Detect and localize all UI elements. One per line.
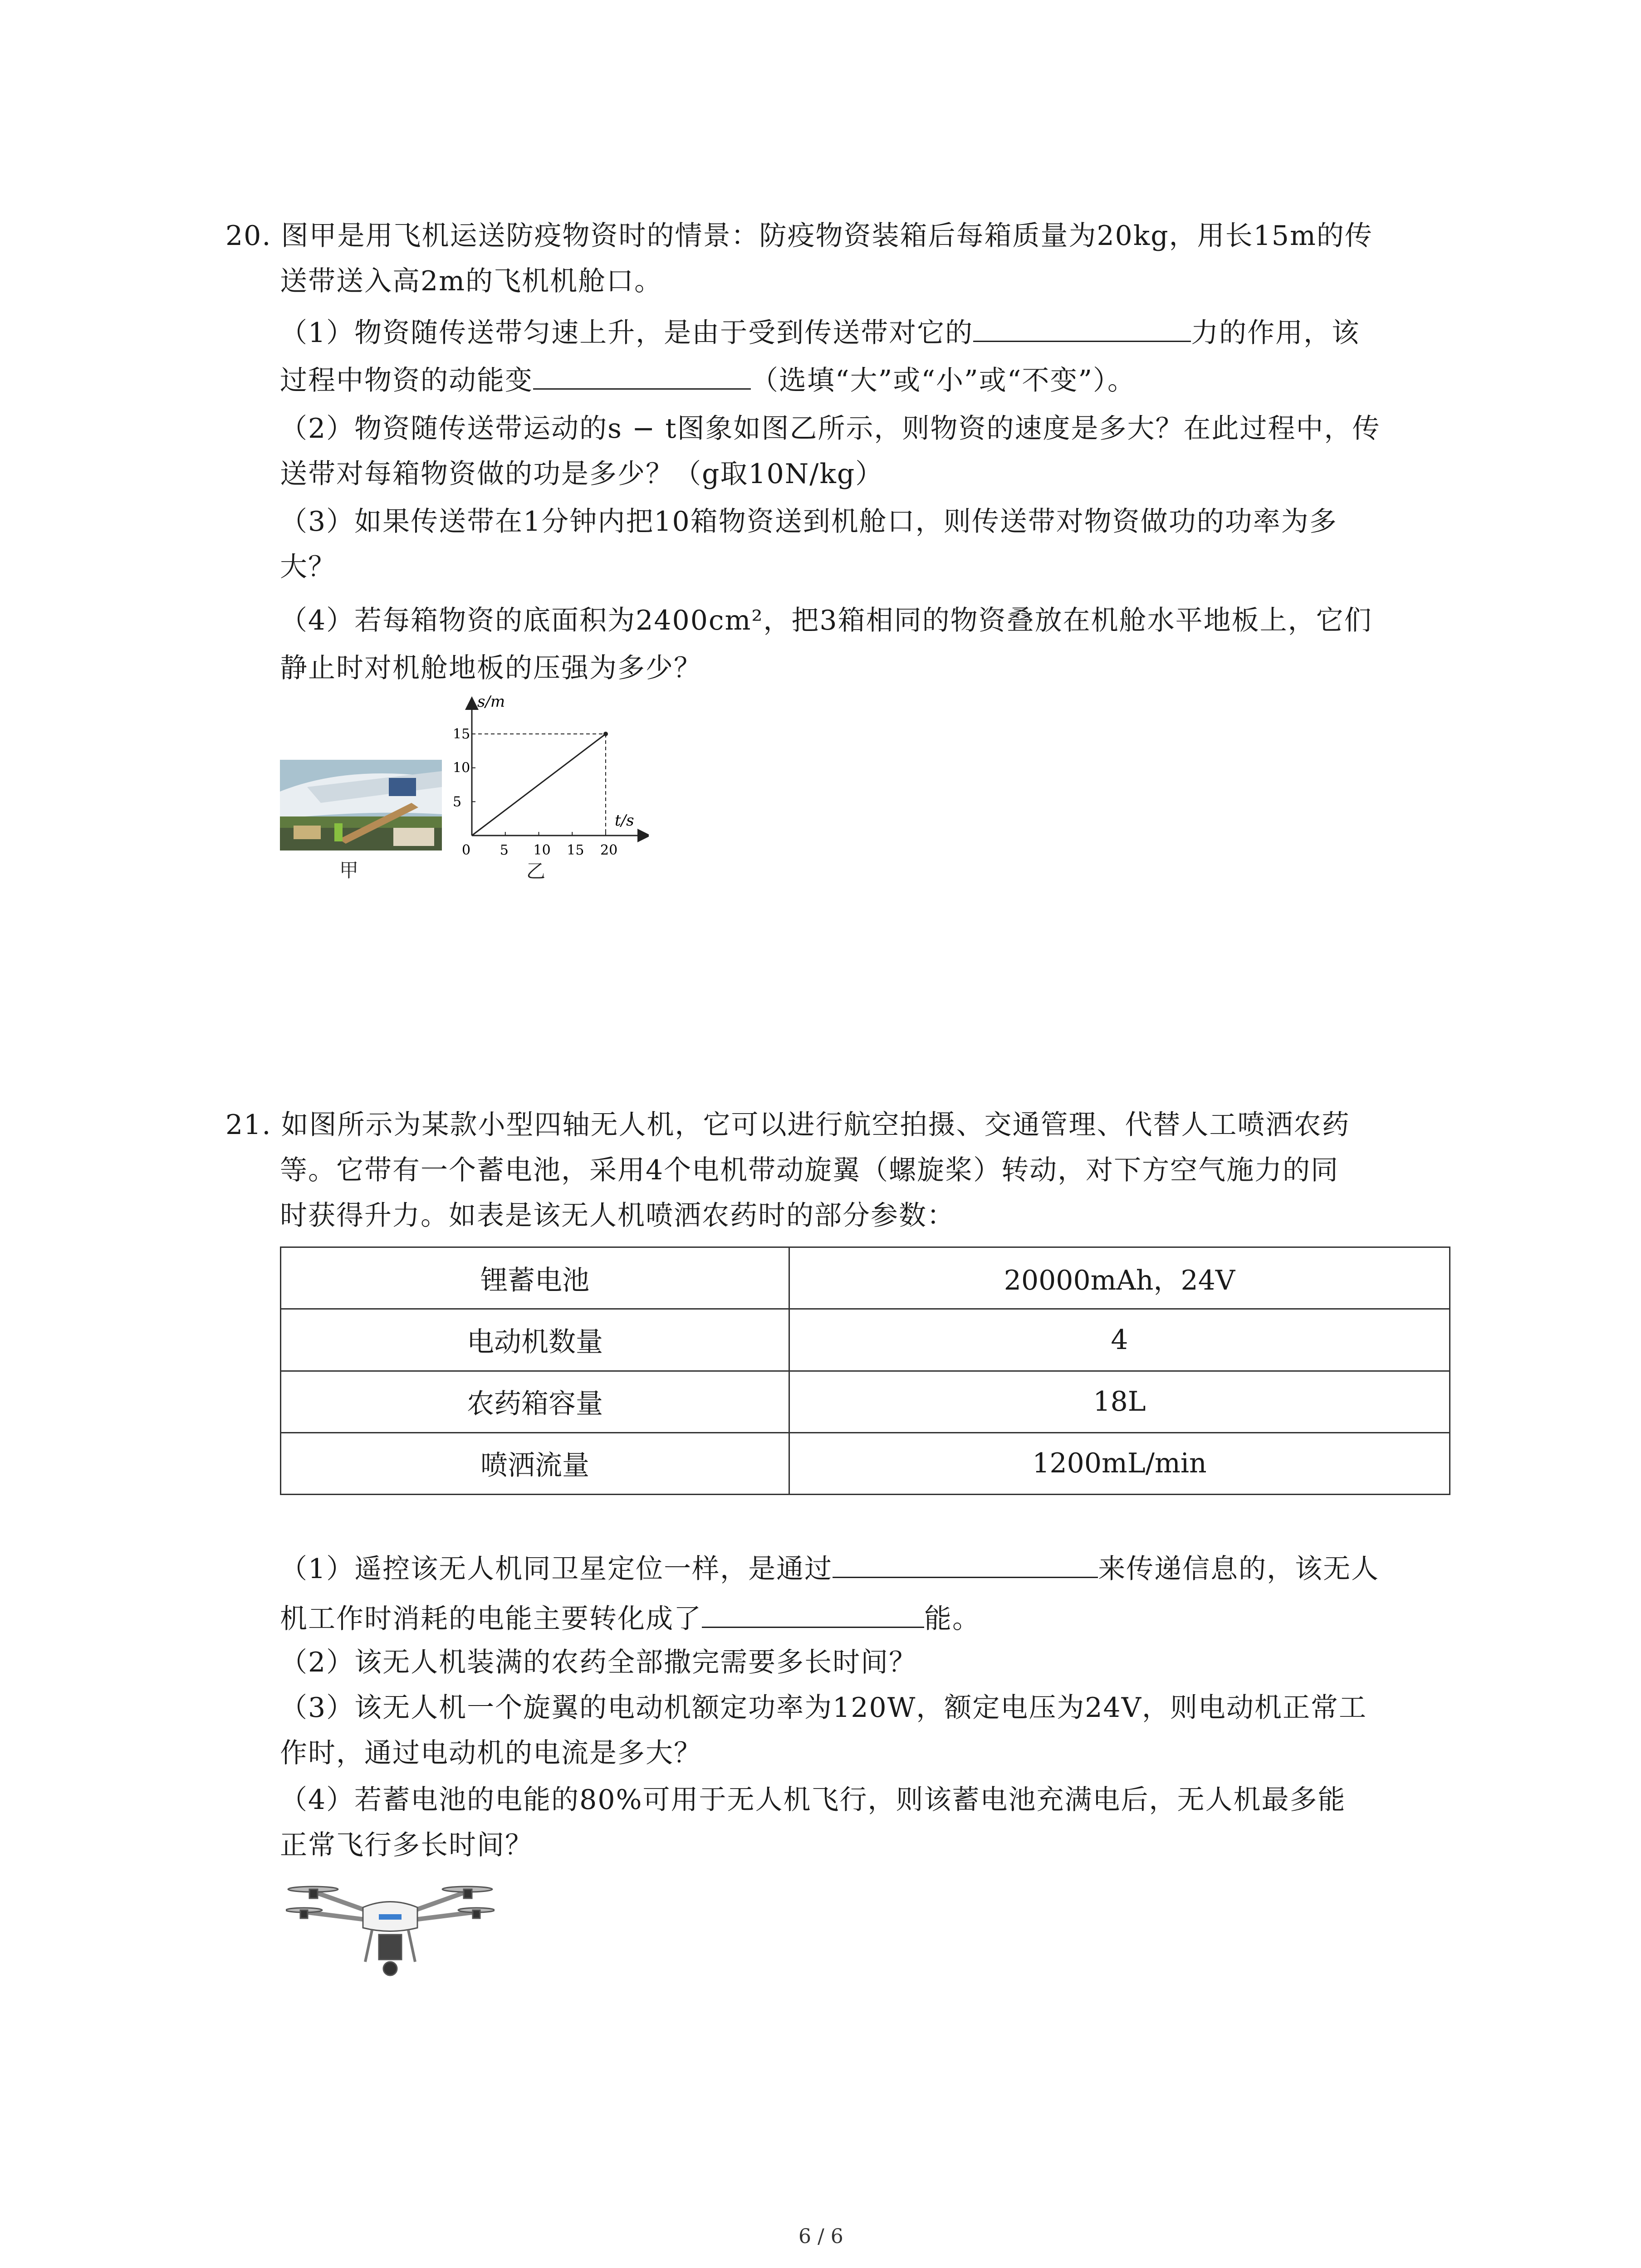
- series-line: [472, 734, 606, 836]
- q20-part1-text-b: 力的作用，该: [1191, 317, 1360, 349]
- fig-jia-label: 甲: [339, 859, 359, 881]
- q20-line-1: 20. 图甲是用飞机运送防疫物资时的情景：防疫物资装箱后每箱质量为20kg，用长15m的传: [225, 220, 1373, 252]
- x-tick-label: 0: [462, 842, 471, 858]
- q20-part1-text-c: 过程中物资的动能变: [280, 365, 533, 396]
- table-cell: 18L: [789, 1371, 1450, 1432]
- drone-icon: [286, 1871, 495, 1984]
- y-tick-label: 15: [453, 726, 470, 742]
- q21-answer-blank-2[interactable]: [702, 1600, 924, 1628]
- q21-line-1: 21. 如图所示为某款小型四轴无人机，它可以进行航空拍摄、交通管理、代替人工喷洒农药: [225, 1109, 1350, 1141]
- q21-line-3: 时获得升力。如表是该无人机喷洒农药时的部分参数：: [280, 1200, 955, 1232]
- q21-line-8: 作时，通过电动机的电流是多大？: [280, 1737, 702, 1769]
- q20-line-7: （3）如果传送带在1分钟内把10箱物资送到机舱口，则传送带对物资做功的功率为多: [280, 506, 1337, 538]
- q20-part1-text-a: （1）物资随传送带匀速上升，是由于受到传送带对它的: [280, 317, 974, 349]
- table-cell: 20000mAh，24V: [789, 1247, 1450, 1309]
- q21-line-4: [280, 1550, 1379, 1587]
- q20-line-4: [280, 362, 1136, 399]
- q20-line-8: 大？: [280, 551, 336, 583]
- q21-line-5: [280, 1600, 980, 1637]
- x-tick-label: 10: [533, 842, 551, 858]
- q21-answer-blank-1[interactable]: [833, 1550, 1098, 1578]
- q20-line-6: 送带对每箱物资做的功是多少？（g取10N/kg）: [280, 458, 884, 490]
- s-t-chart: [449, 694, 649, 871]
- y-axis-label: s/m: [477, 694, 505, 711]
- q20-line-9: （4）若每箱物资的底面积为2400cm²，把3箱相同的物资叠放在机舱水平地板上，它们: [280, 605, 1372, 636]
- fig-yi-label: 乙: [526, 860, 546, 882]
- q20-line-5: （2）物资随传送带运动的s − t图象如图乙所示，则物资的速度是多大？在此过程中，传: [280, 413, 1381, 445]
- q21-part1-text-a: （1）遥控该无人机同卫星定位一样，是通过: [280, 1553, 833, 1585]
- table-cell: 电动机数量: [281, 1309, 789, 1371]
- q21-part1-text-d: 能。: [924, 1603, 980, 1635]
- q20-answer-blank-2[interactable]: [533, 362, 751, 390]
- table-row: [281, 1371, 1450, 1432]
- q21-line-6: （2）该无人机装满的农药全部撒完需要多长时间？: [280, 1647, 917, 1678]
- airplane-loading-photo: [280, 760, 442, 850]
- table-row: [281, 1247, 1450, 1309]
- q21-line-2: 等。它带有一个蓄电池，采用4个电机带动旋翼（螺旋桨）转动，对下方空气施力的同: [280, 1154, 1339, 1186]
- table-cell: 锂蓄电池: [281, 1247, 789, 1309]
- table-cell: 喷洒流量: [281, 1432, 789, 1494]
- q21-line-10: 正常飞行多长时间？: [280, 1829, 533, 1861]
- q20-line-3: [280, 314, 1360, 351]
- x-axis-label: t/s: [615, 811, 634, 830]
- page-number: 6 / 6: [798, 2225, 843, 2248]
- y-tick-label: 10: [453, 760, 470, 776]
- x-tick-label: 15: [567, 842, 584, 858]
- q21-line-9: （4）若蓄电池的电能的80%可用于无人机飞行，则该蓄电池充满电后，无人机最多能: [280, 1784, 1346, 1816]
- q20-part1-text-d: （选填“大”或“小”或“不变”）。: [751, 365, 1136, 396]
- table-cell: 1200mL/min: [789, 1432, 1450, 1494]
- table-row: [281, 1309, 1450, 1371]
- q20-line-10: 静止时对机舱地板的压强为多少？: [280, 652, 702, 684]
- end-point: [603, 732, 608, 736]
- drone-params-table: [280, 1246, 1450, 1495]
- q21-part1-text-c: 机工作时消耗的电能主要转化成了: [280, 1603, 702, 1635]
- x-tick-label: 20: [600, 842, 618, 858]
- q21-part1-text-b: 来传递信息的，该无人: [1098, 1553, 1380, 1585]
- q21-line-7: （3）该无人机一个旋翼的电动机额定功率为120W，额定电压为24V，则电动机正常工: [280, 1692, 1367, 1724]
- q20-answer-blank-1[interactable]: [973, 314, 1191, 342]
- q20-line-2: 送带送入高2m的飞机机舱口。: [280, 265, 663, 297]
- table-cell: 4: [789, 1309, 1450, 1371]
- table-row: [281, 1432, 1450, 1494]
- y-tick-label: 5: [453, 794, 462, 810]
- table-cell: 农药箱容量: [281, 1371, 789, 1432]
- x-tick-label: 5: [500, 842, 509, 858]
